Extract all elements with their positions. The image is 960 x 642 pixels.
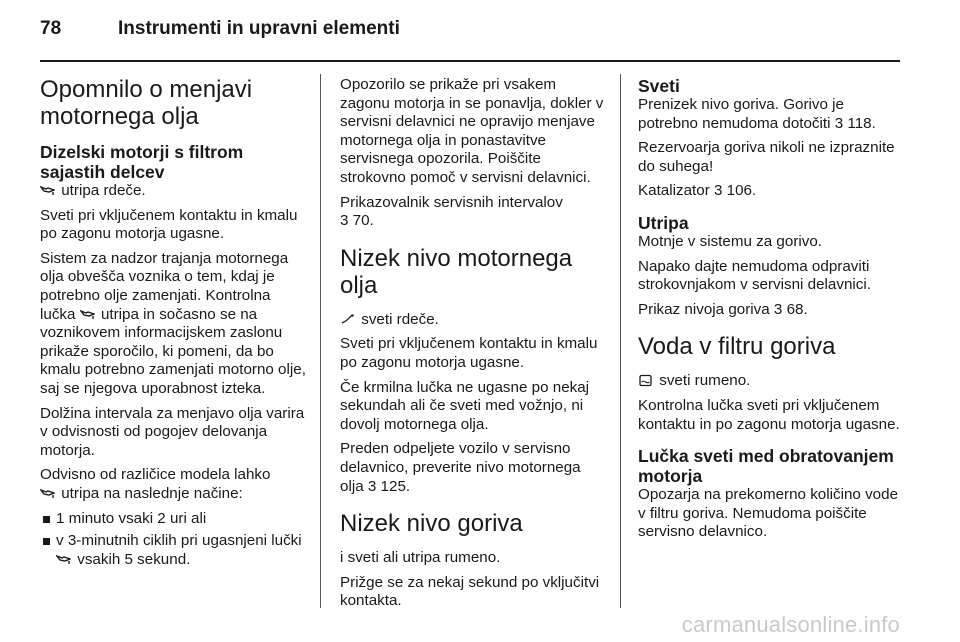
paragraph: Napako dajte nemudoma odpraviti strokovnjakom v servisni delavnici. [638, 257, 871, 294]
section-heading: Nizek nivo goriva [340, 510, 523, 538]
water-in-fuel-icon [638, 374, 653, 386]
paragraph: Opozorilo se prikaže pri vsakem zagonu motorja in se ponavlja, dokler v servisni delavnici ne opravijo menjave motornega olja in ponastavitve servisnega opozorila. Poiščite strokovno pomoč v servisni delavnici. [340, 76, 604, 186]
paragraph: Prikazovalnik servisnih intervalov 3 70. [340, 193, 563, 230]
bullet-square [43, 538, 50, 545]
oil-change-icon [80, 308, 95, 320]
header-rule [40, 60, 900, 62]
oil-change-icon [40, 184, 55, 196]
column-divider [320, 74, 321, 608]
paragraph: utripa rdeče. [40, 182, 310, 201]
paragraph: Kontrolna lučka sveti pri vključenem kontaktu in po zagonu motorja ugasne. [638, 396, 900, 433]
column-1 [40, 76, 310, 573]
paragraph: Katalizator 3 106. [638, 182, 757, 200]
section-heading: Nizek nivo motornega olja [340, 244, 573, 299]
subsection-heading: Lučka sveti med obratovanjem motorja [638, 446, 894, 487]
oil-change-icon [40, 487, 55, 499]
paragraph: Motnje v sistemu za gorivo. [638, 232, 823, 250]
paragraph: Dolžina intervala za menjavo olja varira v odvisnosti od pogojev delovanja motorja. [40, 404, 305, 459]
list-item: v 3-minutnih ciklih pri ugasnjeni lučki vsakih 5 sekund. [40, 532, 310, 569]
bullet-square [43, 516, 50, 523]
page-reference[interactable]: 3 68. [773, 300, 808, 318]
page-reference[interactable]: 3 106. [714, 182, 757, 200]
page-reference[interactable]: 3 70. [340, 212, 374, 230]
page-header [40, 18, 900, 58]
paragraph: Preden odpeljete vozilo v servisno delavnico, preverite nivo motornega olja 3 125. [340, 440, 581, 495]
subsection-heading: Dizelski motorji s filtrom sajastih delcev [40, 142, 244, 182]
column-divider [620, 74, 621, 608]
paragraph: Prižge se za nekaj sekund po vključitvi kontakta. [340, 573, 600, 610]
section-heading: Voda v filtru goriva [638, 333, 836, 361]
paragraph: i sveti ali utripa rumeno. [340, 549, 501, 567]
subsection-heading: Sveti [638, 76, 680, 96]
section-heading: Opomnilo o menjavi motornega olja [40, 76, 253, 130]
column-3 [638, 76, 900, 548]
page-reference[interactable]: 3 125. [367, 477, 411, 495]
paragraph: Sistem za nadzor trajanja motornega olja obvešča voznika o tem, kdaj je potrebno olje zamenjati. Kontrolna lučka utripa in sočasno se na voznikovem informacijskem zaslonu prikaže sporočilo, ki pomeni, da bo kmalu potrebno zamenjati motorno olje, saj se njegova uporabnost izteka. [40, 249, 306, 397]
watermark: carmanualsonline.info [681, 612, 900, 637]
paragraph: Prenizek nivo goriva. Gorivo je potrebno nemudoma dotočiti 3 118. [638, 96, 876, 132]
paragraph: Sveti pri vključenem kontaktu in kmalu po zagonu motorja ugasne. [40, 206, 298, 243]
oil-change-icon [56, 553, 71, 565]
page-reference[interactable]: 3 118. [834, 114, 876, 132]
oil-level-icon [340, 313, 355, 325]
fuel-level-icon: i [340, 549, 344, 567]
paragraph: Rezervoarja goriva nikoli ne izpraznite do suhega! [638, 139, 895, 175]
paragraph: sveti rumeno. [638, 372, 900, 391]
paragraph: Opozarja na prekomerno količino vode v filtru goriva. Nemudoma poiščite servisno delavnico. [638, 486, 899, 541]
subsection-heading: Utripa [638, 212, 689, 233]
paragraph: Prikaz nivoja goriva 3 68. [638, 300, 808, 318]
page-number: 78 [40, 18, 62, 39]
paragraph: Sveti pri vključenem kontaktu in kmalu po zagonu motorja ugasne. [340, 335, 598, 371]
running-title: Instrumenti in upravni elementi [118, 18, 400, 39]
paragraph: sveti rdeče. [340, 311, 608, 330]
column-2 [340, 76, 608, 617]
paragraph: Odvisno od različice modela lahko utripa na naslednje načine: [40, 466, 271, 502]
paragraph: Če krmilna lučka ne ugasne po nekaj sekundah ali če sveti med vožnjo, ni dovolj motornega olja. [340, 378, 590, 433]
list-item: 1 minuto vsaki 2 uri ali [40, 510, 310, 529]
